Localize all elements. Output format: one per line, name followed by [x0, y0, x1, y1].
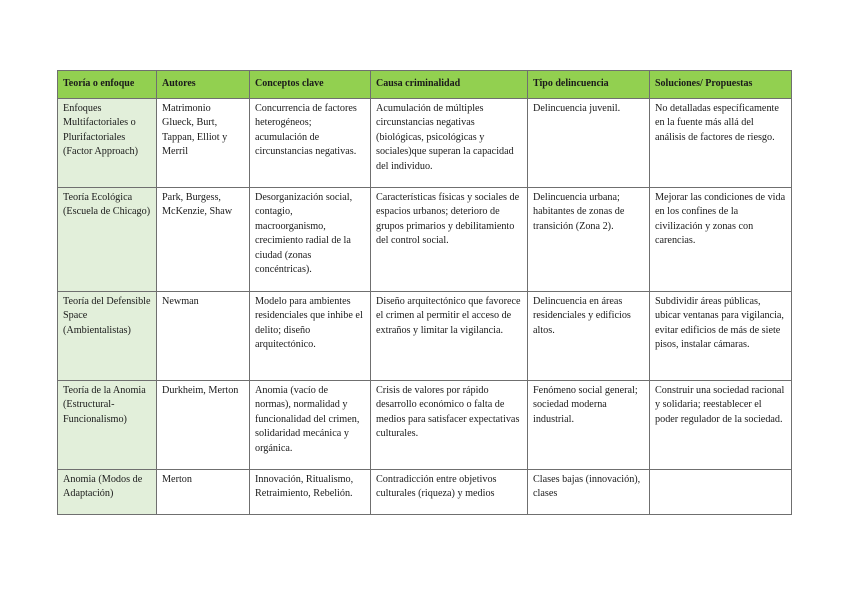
header-concepts: Conceptos clave	[250, 71, 371, 99]
solutions-cell: No detalladas específicamente en la fuente más allá del análisis de factores de riesgo.	[650, 99, 792, 188]
theory-cell: Teoría del Defensible Space (Ambientalistas)	[58, 292, 157, 381]
solutions-cell: Subdividir áreas públicas, ubicar ventanas para vigilancia, evitar edificios de más de siete pisos, instalar cámaras.	[650, 292, 792, 381]
header-row	[58, 71, 792, 99]
cause-cell: Crisis de valores por rápido desarrollo económico o falta de medios para satisfacer expectativas culturales.	[371, 381, 528, 470]
header-type: Tipo delincuencia	[528, 71, 650, 99]
table-row	[58, 99, 792, 188]
cause-cell: Características físicas y sociales de espacios urbanos; deterioro de grupos primarios y debilitamiento del control social.	[371, 188, 528, 292]
cause-cell: Acumulación de múltiples circunstancias negativas (biológicas, psicológicas y sociales)que superan la capacidad del individuo.	[371, 99, 528, 188]
type-cell: Delincuencia juvenil.	[528, 99, 650, 188]
authors-cell: Park, Burgess, McKenzie, Shaw	[157, 188, 250, 292]
criminology-theories-table	[57, 70, 792, 515]
concepts-cell: Modelo para ambientes residenciales que inhibe el delito; diseño arquitectónico.	[250, 292, 371, 381]
concepts-cell: Concurrencia de factores heterogéneos; acumulación de circunstancias negativas.	[250, 99, 371, 188]
header-cause: Causa criminalidad	[371, 71, 528, 99]
solutions-cell: Mejorar las condiciones de vida en los confines de la civilización y zonas con carencias.	[650, 188, 792, 292]
header-theory: Teoría o enfoque	[58, 71, 157, 99]
type-cell: Delincuencia urbana; habitantes de zonas de transición (Zona 2).	[528, 188, 650, 292]
authors-cell: Newman	[157, 292, 250, 381]
concepts-cell: Anomia (vacío de normas), normalidad y funcionalidad del crimen, solidaridad mecánica y orgánica.	[250, 381, 371, 470]
solutions-cell: Construir una sociedad racional y solidaria; reestablecer el poder regulador de la sociedad.	[650, 381, 792, 470]
table-row	[58, 292, 792, 381]
table-row	[58, 470, 792, 515]
table-row	[58, 188, 792, 292]
table-row	[58, 381, 792, 470]
theory-cell: Teoría Ecológica (Escuela de Chicago)	[58, 188, 157, 292]
authors-cell: Durkheim, Merton	[157, 381, 250, 470]
type-cell: Delincuencia en áreas residenciales y edificios altos.	[528, 292, 650, 381]
type-cell: Clases bajas (innovación), clases	[528, 470, 650, 515]
authors-cell: Merton	[157, 470, 250, 515]
header-authors: Autores	[157, 71, 250, 99]
cause-cell: Contradicción entre objetivos culturales (riqueza) y medios	[371, 470, 528, 515]
theory-cell: Enfoques Multifactoriales o Plurifactoriales (Factor Approach)	[58, 99, 157, 188]
solutions-cell	[650, 470, 792, 515]
concepts-cell: Desorganización social, contagio, macroorganismo, crecimiento radial de la ciudad (zonas concéntricas).	[250, 188, 371, 292]
authors-cell: Matrimonio Glueck, Burt, Tappan, Elliot y Merril	[157, 99, 250, 188]
theory-cell: Teoría de la Anomia (Estructural-Funcionalismo)	[58, 381, 157, 470]
concepts-cell: Innovación, Ritualismo, Retraimiento, Rebelión.	[250, 470, 371, 515]
cause-cell: Diseño arquitectónico que favorece el crimen al permitir el acceso de extraños y limitar la vigilancia.	[371, 292, 528, 381]
theory-cell: Anomia (Modos de Adaptación)	[58, 470, 157, 515]
type-cell: Fenómeno social general; sociedad moderna industrial.	[528, 381, 650, 470]
header-solutions: Soluciones/ Propuestas	[650, 71, 792, 99]
